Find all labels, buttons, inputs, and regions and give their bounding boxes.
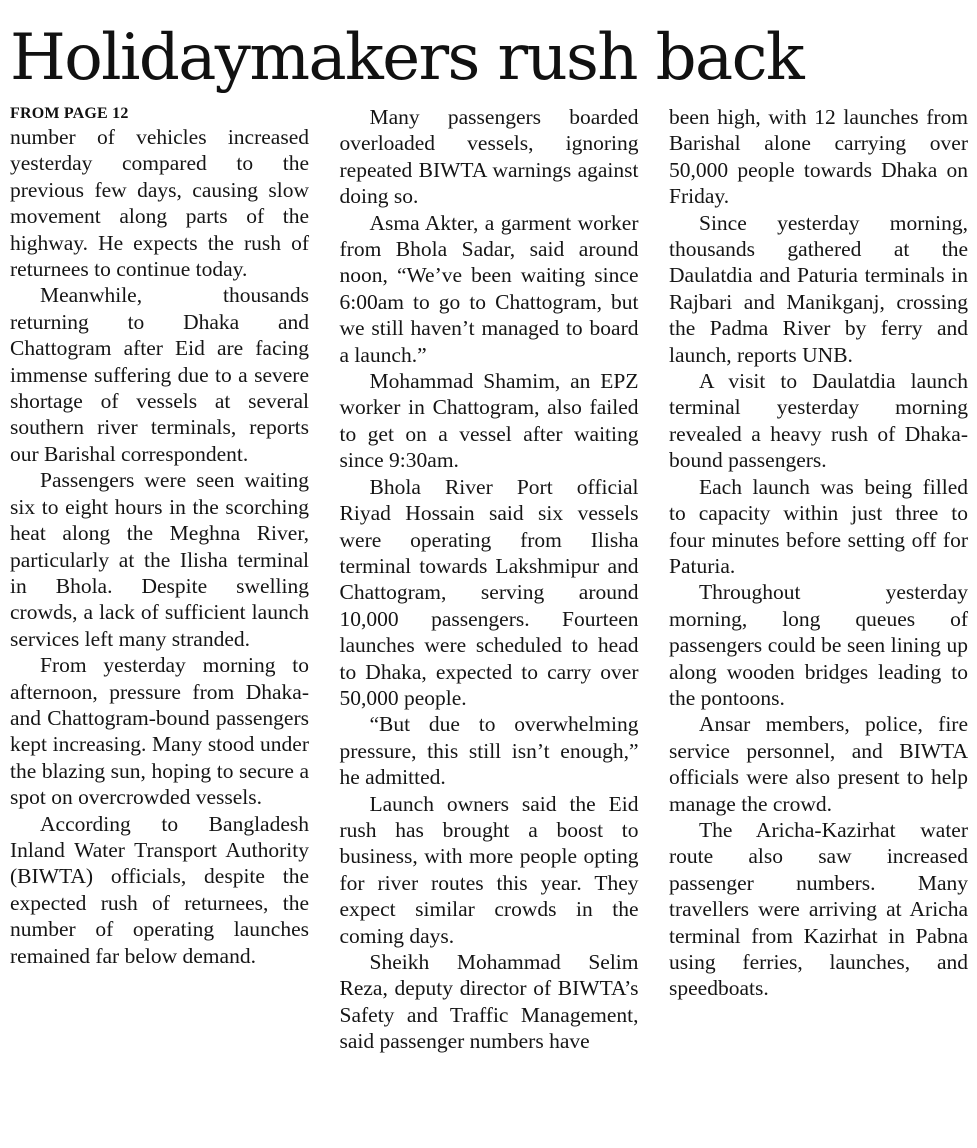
article-column-3 bbox=[669, 104, 968, 1055]
paragraph: A visit to Daulatdia launch terminal yesterday morning revealed a heavy rush of Dhaka-bound passengers. bbox=[669, 369, 968, 473]
paragraph: Throughout yesterday morning, long queues of passengers could be seen lining up along wooden bridges leading to the pontoons. bbox=[669, 580, 968, 710]
paragraph: Sheikh Mohammad Selim Reza, deputy director of BIWTA’s Safety and Traffic Management, said passenger numbers have bbox=[339, 950, 639, 1054]
paragraph: Since yesterday morning, thousands gathered at the Daulatdia and Paturia terminals in Rajbari and Manikganj, crossing the Padma River by ferry and launch, reports UNB. bbox=[669, 210, 968, 367]
article-body bbox=[10, 104, 968, 1055]
paragraph: Many passengers boarded overloaded vessels, ignoring repeated BIWTA warnings against doing so. bbox=[339, 105, 639, 209]
paragraph: “But due to overwhelming pressure, this still isn’t enough,” he admitted. bbox=[339, 712, 639, 790]
paragraph: Bhola River Port official Riyad Hossain said six vessels were operating from Ilisha terminal towards Lakshmipur and Chattogram, serving around 10,000 passengers. Fourteen launches were scheduled to head to Dhaka, expected to carry over 50,000 people. bbox=[339, 474, 639, 710]
jump-line: FROM PAGE 12 bbox=[10, 105, 129, 122]
paragraph: Each launch was being filled to capacity within just three to four minutes before setting off for Paturia. bbox=[669, 474, 968, 578]
paragraph: been high, with 12 launches from Barishal alone carrying over 50,000 people towards Dhaka on Friday. bbox=[669, 105, 968, 209]
article-column-2 bbox=[340, 104, 639, 1055]
headline: Holidaymakers rush back bbox=[10, 21, 804, 95]
paragraph: number of vehicles increased yesterday compared to the previous few days, causing slow movement along parts of the highway. He expects the rush of returnees to continue today. bbox=[10, 125, 309, 282]
paragraph: From yesterday morning to afternoon, pressure from Dhaka- and Chattogram-bound passengers kept increasing. Many stood under the blazing sun, hoping to secure a spot on overcrowded vessels. bbox=[10, 653, 309, 810]
paragraph: According to Bangladesh Inland Water Transport Authority (BIWTA) officials, despite the expected rush of returnees, the number of operating launches remained far below demand. bbox=[10, 811, 309, 968]
paragraph: Launch owners said the Eid rush has brought a boost to business, with more people opting for river routes this year. They expect similar crowds in the coming days. bbox=[339, 791, 639, 948]
paragraph: Asma Akter, a garment worker from Bhola Sadar, said around noon, “We’ve been waiting since 6:00am to go to Chattogram, but we still haven’t managed to board a launch.” bbox=[339, 210, 639, 367]
article-column-1 bbox=[10, 104, 309, 1055]
paragraph: Meanwhile, thousands returning to Dhaka and Chattogram after Eid are facing immense suffering due to a severe shortage of vessels at several southern river terminals, reports our Barishal correspondent. bbox=[10, 283, 309, 466]
paragraph: Ansar members, police, fire service personnel, and BIWTA officials were also present to help manage the crowd. bbox=[669, 712, 968, 816]
paragraph: Mohammad Shamim, an EPZ worker in Chattogram, also failed to get on a vessel after waiting since 9:30am. bbox=[339, 369, 639, 473]
paragraph: The Aricha-Kazirhat water route also saw increased passenger numbers. Many travellers were arriving at Aricha terminal from Kazirhat in Pabna using ferries, launches, and speedboats. bbox=[669, 817, 968, 1001]
paragraph: Passengers were seen waiting six to eight hours in the scorching heat along the Meghna River, particularly at the Ilisha terminal in Bhola. Despite swelling crowds, a lack of sufficient launch services left many stranded. bbox=[10, 468, 309, 651]
